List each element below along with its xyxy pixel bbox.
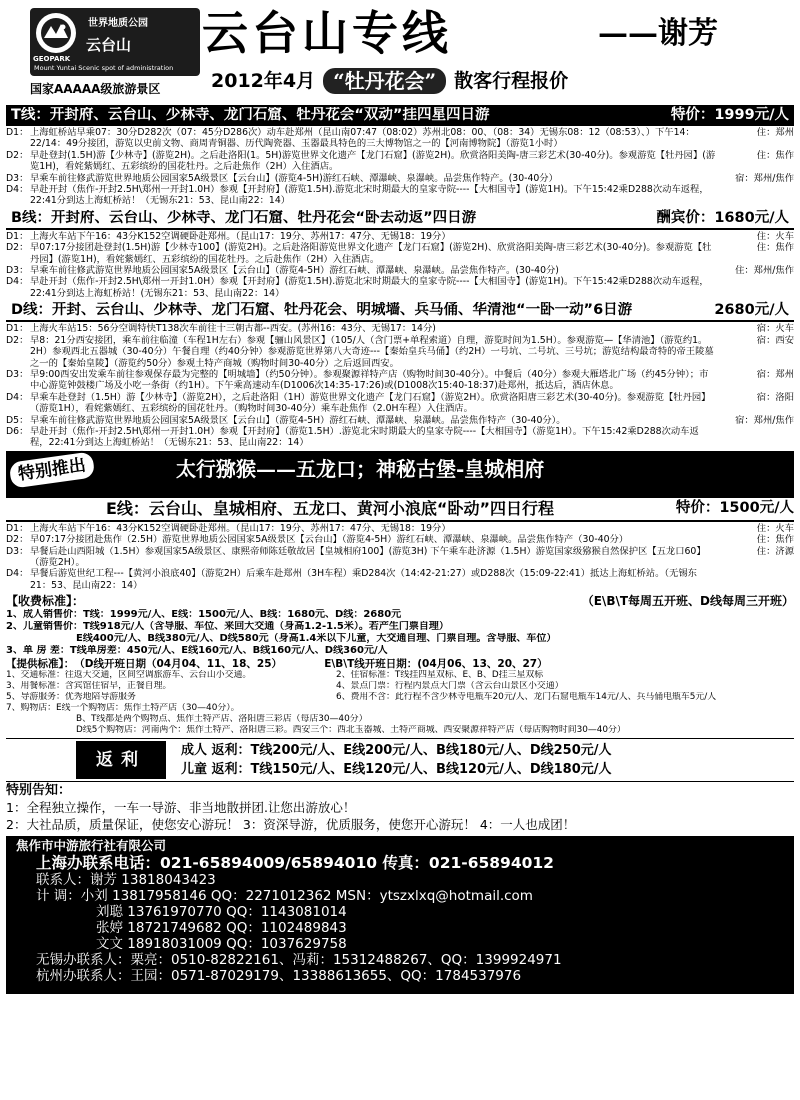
day-label: D1： [6,127,29,138]
d-line-dates: （D线开班日期（04月04、11、18、25） [74,657,283,670]
route-e-bar [6,498,794,522]
day-loc: 住：济源 [756,545,794,557]
day-label: D1： [6,323,29,335]
notice-title: 特别告知： [6,783,72,799]
itinerary-day [6,242,794,265]
day-label: D3： [6,265,29,277]
notice-line: 1：全程独立操作，一车一导游、非当地散拼团.让您出游放心！ [6,799,356,815]
day-loc: 住：郑州/焦作 [735,265,794,277]
itinerary-day [6,150,794,173]
peony-badge: “牡丹花会” [323,68,446,94]
route-b-name: B线：开封府、云台山、少林寺、龙门石窟、牡丹花会“卧去动返”四日游 [11,209,477,226]
day-label: D4： [6,568,29,580]
route-e-price: 特价：1500元/人 [675,500,794,517]
agency-contact [6,836,794,994]
day-label: D3： [6,545,29,557]
planner-row: 文文 18918031009 QQ：1037629758 [96,935,347,952]
special-banner [6,451,794,498]
planner-row: 计 调：小刘 13817958146 QQ：2271012362 MSN：ytszxlxq@hotmail.com [36,887,533,904]
day-text: 早乘车前往修武游览世界地质公园国家5A级景区【云台山】(游览4-5H)游红石峡、潭瀑峡、泉瀑峡。品尝焦作特产。(30-40分） [30,172,558,184]
itinerary-day [6,568,794,591]
day-text: 上海虹桥站早乘07：30分D282次（07：45分D286次）动车赴郑州（昆山南07:47（08:02）苏州北08：00、（08：34）无锡东08：12（08:53）、）下午14：22/14：49分接团，游览以史前文物、商周青铜器、历代陶瓷器、玉器最具特色的三大博物馆之一的【河南博物院】（游览1小时） [30,127,695,150]
day-loc: 住：郑州 [756,127,794,138]
charge-section [6,594,794,658]
day-loc: 宿：洛阳 [756,391,794,403]
provide-section [6,658,794,737]
day-text: 早赴开封（焦作-开封2.5H\郑州一开封1.0H）参观【开封府】(游览1.5H).游览北宋时期最大的皇家寺院----【大相国寺】(游览1H)。下午15:42乘D288次动车返程，22:41分到达上海虹桥站！（无锡东21：53、昆山南22：14） [30,184,709,207]
day-label: D1： [6,230,29,242]
contact-person: 联系人：谢芳 13818043423 [36,871,216,888]
provide-row [6,681,794,692]
itinerary-day [6,323,794,334]
charge-schedule: （E\B\T每周五开班、D线每周三开班） [581,594,794,609]
shop-info: B、T线都是两个购物点、焦作土特产店、洛阳唐三彩店（每店30—40分） [76,714,368,725]
day-text: 早赴登封(1.5H)游【少林寺】(游览2H)。之后赴洛阳(1。5H)游览世界文化遗产【龙门石窟】(游览2H)。欣赏洛阳美陶-唐三彩艺术(30-40分)。参观游览【牡丹园】(游览1H)，看姹紫嫣红、五彩缤纷的国花牡丹。之后赴焦作（2H）入住酒店。 [30,149,716,173]
itinerary-day [6,231,794,242]
itinerary-day [6,426,794,449]
route-d-days [6,322,794,450]
day-label: D2： [6,149,29,161]
day-loc: 宿：郑州 [756,368,794,380]
day-text: 上海火车站下午16：43分K152空调硬卧赴郑州。（昆山17：19分、苏州17：47分、无锡18：19分） [30,230,451,242]
itinerary-day [6,523,794,534]
itinerary-day [6,276,794,299]
itinerary-day [6,173,794,184]
logo-english: Mount Yuntai Scenic spot of administration [34,64,174,72]
route-e-name: E线：云台山、皇城相府、五龙口、黄河小浪底“卧动”四日行程 [106,499,554,519]
shop-info: 7、购物店：E线一个购物店：焦作土特产店（30—40分）。 [6,703,240,714]
day-label: D1： [6,522,29,534]
itinerary-day [6,534,794,545]
rating-text: 国家AAAAA级旅游景区 [30,82,161,96]
special-tag: 特别推出 [6,449,97,491]
day-label: D5： [6,414,29,426]
route-t-bar [6,105,794,126]
shanghai-phone: 上海办联系电话：021-65894009/65894010 传真：021-65894012 [36,853,554,872]
route-e-days [6,522,794,593]
hangzhou-contact: 杭州办联系人：王园：0571-87029179、13388613655、QQ：1784537976 [36,967,522,984]
agency-name: 焦作市中游旅行社有限公司 [16,837,167,853]
day-loc: 住：火车 [756,230,794,242]
day-text: 早乘车前往修武游览世界地质公园国家5A级景区【云台山】（游览4-5H）游红石峡、潭瀑峡、泉瀑峡。品尝焦作特产（30-40分）。 [30,414,566,426]
provide-head [6,658,794,671]
route-t-name: T线：开封府、云台山、少林寺、龙门石窟、牡丹花会“双动”挂四星四日游 [11,106,490,123]
notice-section [6,783,794,833]
day-loc: 住：焦作 [756,149,794,161]
provide-item: 5、导游服务：优秀地陪导游服务 [6,692,136,703]
special-slogan: 太行猕猴——五龙口；神秘古堡-皇城相府 [176,456,545,481]
day-loc: 住：焦作 [756,534,794,546]
route-b-price: 酬宾价：1680元/人 [656,209,789,226]
notice-line: 2：大社品质，质量保证，使您安心游玩！ 3：资深导游，优质服务，使您开心游玩！ 4：一人也成团！ [6,816,576,832]
day-text: 上海火车站15：56分空调特快T138次车前往十三朝古都--西安。(苏州16：43分、无锡17：14分) [30,323,436,335]
itinerary-day [6,335,794,369]
child-price-2: E线400元/人、B线380元/人、D线580元（身高1.4米以下儿童，大交通自理、门票自理。含导服、车位） [76,633,557,645]
itinerary-day [6,392,794,415]
shop-info: D线5个购物店：河南两个：焦作土特产、洛阳唐三彩。西安三个：西北玉器城、土特产商城、西安聚源祥特产店（每店购物时间30—40分） [76,725,626,736]
day-loc: 宿：火车 [756,323,794,335]
day-text: 早07:17分接团赴焦作（2.5H）游览世界地质公园国家5A级景区【云台山】（游览4-5H）游红石峡、潭瀑峡、泉瀑峡。品尝焦作特产（30-40分） [30,534,629,546]
day-text: 上海火车站下午16：43分K152空调硬卧赴郑州。（昆山17：19分、苏州17：47分、无锡18：19分） [30,522,451,534]
provide-item: 3、用餐标准：含宾馆住宿早，正餐自理。 [6,681,172,692]
child-rebate: 儿童 返利：T线150元/人、E线120元/人、B线120元/人、D线180元/人 [181,762,612,778]
itinerary-day [6,546,794,569]
geopark-label: GEOPARK [33,55,71,63]
day-text: 早9:00西安出发乘车前往参观保存最为完整的【明城墙】（约50分钟）。参观聚源祥特产店（购物时间30-40分）。中餐后（40分）参观大雁塔北广场（约45分钟）；市中心游览钟鼓楼广场及小吃一条街（约1H）。下午乘高速动车(D1006次14:35-17:26)或(D1008次15:40-18:37)赴郑州，抵达后，酒店休息。 [30,368,709,392]
route-d-bar [6,301,794,322]
main-title: 云台山专线 [202,6,452,60]
day-label: D2： [6,242,29,254]
wuxi-contact: 无锡办联系人：栗亮：0510-82822161、冯莉：15312488267、QQ：1399924971 [36,951,562,968]
provide-item: 2、住宿标准：T线挂四星双标、E、B、D挂三星双标 [336,670,544,681]
itinerary-day [6,265,794,276]
day-label: D3： [6,172,29,184]
logo-mark: 云台山 [86,36,132,54]
day-text: 早赴开封（焦作-开封2.5H\郑州一开封1.0H）参观【开封府】(游览1.5H).游览北宋时期最大的皇家寺院----【大相国寺】(游览1H)。下午15:42乘D288次动车返程，22:41分到达上海虹桥站！(无锡东21：53、昆山南22：14） [30,276,709,299]
day-label: D4： [6,276,29,288]
itinerary-day [6,184,794,207]
route-t-price: 特价：1999元/人 [670,106,789,123]
day-text: 早餐后游览世纪工程---【黄河小浪底40】（游览2H）后乘车赴郑州（3H车程）乘D284次（14:42-21:27）或D288次（15:09-22:41）抵达上海虹桥站。（无锡东21：53、昆山南22：14） [30,568,697,591]
header [6,2,794,105]
day-loc: 宿：西安 [756,334,794,346]
day-label: D6： [6,425,29,437]
route-b-days [6,230,794,301]
day-loc: 宿：郑州/焦作 [735,172,794,184]
day-label: D4： [6,391,29,403]
ebt-line-dates: E\B\T线开班日期：(04月06、13、20、27） [324,657,548,670]
day-loc: 宿：郑州/焦作 [735,414,794,426]
day-label: D3： [6,368,29,380]
itinerary-day [6,369,794,392]
geopark-logo [30,8,200,76]
planner-row: 张婷 18721749682 QQ：1102489843 [96,919,347,936]
subtitle-date: 2012年4月 [211,69,316,92]
day-label: D2： [6,534,29,546]
rebate-section [6,738,794,782]
day-text: 早赴开封（焦作-开封2.5H\郑州一开封1.0H）参观【开封府】（游览1.5H）.游览北宋时期最大的皇家寺院----【大相国寺】（游览1H）。下午15:42乘D288次动车返程，22:41分到达上海虹桥站！（无锡东21：53、昆山南22：14） [30,425,699,449]
day-text: 早餐后赴山西阳城（1.5H）参观国家5A级景区、康熙帝师陈廷敬故居【皇城相府100】(游览3H) 下午乘车赴济源（1.5H）游览国家级猕猴自然保护区【五龙口60】（游览2H）。 [30,545,706,568]
provide-item: 1、交通标准：往返大交通，区间空调旅游车、云台山小交通。 [6,670,252,681]
charge-title: 【收费标准】： [6,594,85,609]
provide-row [6,670,794,681]
day-text: 早07:17分接团赴登封(1.5H)游【少林寺100】(游览2H)。之后赴洛阳游览世界文化遗产【龙门石窟】(游览2H)、欣赏洛阳美陶-唐三彩艺术(30-40分)。参观游览【牡丹园】(游览1H)，看姹紫嫣红、五彩缤纷的国花牡丹。之后赴焦作（2H）入住酒店。 [30,242,712,265]
subtitle [211,68,568,94]
geopark-emblem-icon [36,13,76,53]
day-loc: 住：焦作 [756,242,794,254]
rebate-label: 返利 [76,741,166,779]
day-label: D2： [6,334,29,346]
itinerary-day [6,415,794,426]
adult-rebate: 成人 返利：T线200元/人、E线200元/人、B线180元/人、D线250元/人 [181,743,612,759]
provide-row [6,692,794,703]
day-text: 早8：21分西安接团，乘车前往临潼（车程1H左右）参观【骊山风景区】（105/人（含门票+单程索道）自理，游览时间为1.5H）。参观游览—【华清池】（游览约1。2H）参观西北五器城（30-40分）午餐自理（约40分钟）参观游览世界第八大奇迹---【秦始皇兵马俑】（约2H）一号坑、二号坑、三号坑；游览结构最奇特的帝王陵墓之一的【秦始皇陵】（游览约50分）参观土特产商城（购物时间30-40分）之后返回西安。 [30,334,714,369]
planner-row: 刘聪 13761970770 QQ：1143081014 [96,903,347,920]
provide-item: 6、费用不含：此行程不含少林寺电瓶车20元/人、龙门石窟电瓶车14元/人、兵马俑电瓶车5元/人 [336,692,717,703]
route-t-days [6,126,794,209]
day-label: D4： [6,184,29,196]
adult-price: 1、成人销售价：T线：1999元/人、E线：1500元/人、B线：1680元、D线：2680元 [6,608,402,620]
logo-title: 世界地质公园 [88,18,148,29]
author-signature: ——谢芳 [598,16,718,51]
single-supplement: 3、单 房 差：T线单房差：450元/人、E线160元/人、B线160元/人、D线360元/人 [6,645,388,657]
route-d-price: 2680元/人 [714,302,789,319]
provide-item: 4、景点门票：行程内景点大门票（含云台山景区小交通） [336,681,564,692]
route-b-bar [6,209,794,230]
day-text: 早乘车前往修武游览世界地质公园国家5A级景区【云台山】（游览4-5H）游红石峡、潭瀑峡、泉瀑峡。品尝焦作特产。(30-40分) [30,265,559,277]
child-price: 2、儿童销售价：T线918元/人（含导服、车位、来回大交通（身高1.2-1.5米）。若产生门票自理） [6,620,449,632]
itinerary-day [6,127,794,150]
route-d-name: D线：开封、云台山、少林寺、龙门石窟、牡丹花会、明城墙、兵马俑、华清池“一卧一动”6日游 [11,302,633,319]
day-loc: 住：火车 [756,522,794,534]
provide-title: 【提供标准】： [6,657,75,670]
day-text: 早乘车赴登封（1.5H）游【少林寺】（游览2H），之后赴洛阳（1H）游览世界文化遗产【龙门石窟】（游览2H）。欣赏洛阳唐三彩艺术(30-40分)。参观游览【牡丹园】（游览1H），看姹紫嫣红、五彩缤纷的国花牡丹。（购物时间30-40分）乘车赴焦作（2.0H车程）入住酒店。 [30,391,711,415]
subtitle-label: 散客行程报价 [454,69,569,92]
charge-head [6,594,794,608]
